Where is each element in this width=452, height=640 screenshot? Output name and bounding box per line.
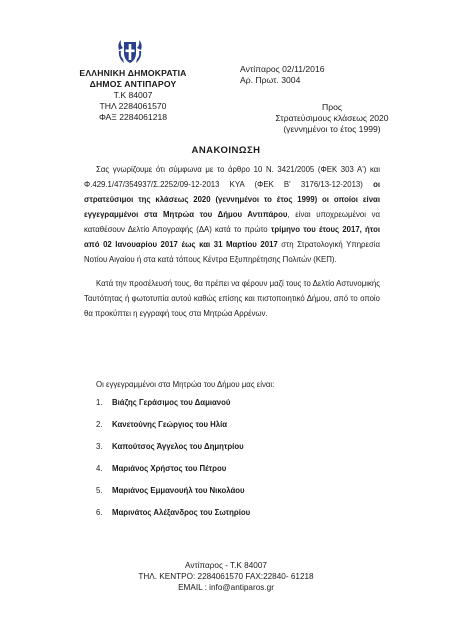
paragraph-2: Κατά την προσέλευσή τους, θα πρέπει να φέρουν μαζί τους το Δελτίο Αστυνομικής Ταυτότητας ή φωτοτυπία αυτού καθώς επίσης και πιστοποιητικό Δήμου, από το οποίο θα προκύπτει η εγγραφή τους στα Μητρώα Αρρένων. <box>84 279 380 318</box>
list-item <box>96 486 250 508</box>
announcement-title: ΑΝΑΚΟΙΝΩΣΗ <box>191 145 261 156</box>
item-number: 6. <box>96 508 103 517</box>
list-item <box>96 420 250 442</box>
item-number: 4. <box>96 464 103 473</box>
announcement-body <box>84 162 380 330</box>
item-name: Μαριάνος Εμμανουήλ του Νικολάου <box>112 486 245 495</box>
list-intro: Οι εγγεγραμμένοι στα Μητρώα του Δήμου μας είναι: <box>96 380 275 389</box>
list-item <box>96 442 250 464</box>
footer-email: EMAIL : info@antiparos.gr <box>178 583 274 592</box>
paragraph-1-part-c: , είναι υποχρεωμένοι να καταθέσουν Δελτίο Απογραφής (ΔΑ) κατά το πρώτο <box>84 210 380 234</box>
list-item <box>96 464 250 486</box>
list-item <box>96 508 250 530</box>
footer <box>0 560 452 593</box>
item-name: Μαρινάτος Αλέξανδρος του Σωτηρίου <box>112 508 251 517</box>
item-number: 3. <box>96 442 103 451</box>
phone: ΤΗΛ 2284061570 <box>99 101 167 111</box>
footer-address: Αντίπαρος - Τ.Κ 84007 <box>185 561 267 570</box>
government-name: ΕΛΛΗΝΙΚΗ ΔΗΜΟΚΡΑΤΙΑ <box>79 68 187 78</box>
item-name: Βιάζης Γεράσιμος του Δαμιανού <box>112 398 231 407</box>
paragraph-1-part-e: στη Στρατολογική Υπηρεσία Νοτίου Αιγαίου ή στα κατά τόπους Κέντρα Εξυπηρέτησης Πολιτών (ΚΕΠ). <box>84 240 380 264</box>
footer-phone: ΤΗΛ. ΚΕΝΤΡΟ: 2284061570 FAX:22840- 61218 <box>138 572 314 581</box>
document-meta <box>240 64 325 86</box>
protocol-number: Αρ. Πρωτ. 3004 <box>240 75 301 85</box>
paragraph-1-part-a: Σας γνωρίζουμε ότι σύμφωνα με το άρθρο 10 Ν. 3421/2005 (ΦΕΚ 303 Α') και Φ.429.1/47/354937/Σ.2252/09-12-2013 ΚΥΑ (ΦΕΚ Β' 3176/13-12-2013) <box>84 165 380 189</box>
place-date: Αντίπαρος 02/11/2016 <box>240 64 325 74</box>
list-item <box>96 398 250 420</box>
postcode: Τ.Κ 84007 <box>113 90 153 100</box>
recipient-line-2: (γεννημένοι το έτος 1999) <box>283 124 381 134</box>
item-number: 5. <box>96 486 103 495</box>
paragraph-1 <box>84 162 380 267</box>
greek-emblem-icon <box>115 36 145 68</box>
recipient-block <box>262 102 402 135</box>
item-name: Μαριάνος Χρήστος του Πέτρου <box>112 464 227 473</box>
sender-block <box>68 68 198 123</box>
item-number: 1. <box>96 398 103 407</box>
item-number: 2. <box>96 420 103 429</box>
paragraph-1-bold-a: οι στρατεύσιμοι της κλάσεως 2020 (γεννημένοι το έτος 1999) οι οποίοι είναι εγγεγραμμένοι στα Μητρώα του Δήμου Αντιπάρου <box>84 180 380 219</box>
item-name: Καπούτσος Άγγελος του Δημητρίου <box>112 442 244 451</box>
item-name: Κανετούνης Γεώργιος του Ηλία <box>112 420 228 429</box>
recipient-label: Προς <box>321 102 343 112</box>
members-list <box>96 398 250 530</box>
paragraph-1-bold-b: τρίμηνο του έτους 2017, ήτοι από 02 Ιανουαρίου 2017 έως και 31 Μαρτίου 2017 <box>84 225 380 249</box>
fax: ΦΑΞ 2284061218 <box>98 112 168 122</box>
municipality-name: ΔΗΜΟΣ ΑΝΤΙΠΑΡΟΥ <box>89 79 177 89</box>
recipient-line-1: Στρατεύσιμους κλάσεως 2020 <box>275 113 389 123</box>
